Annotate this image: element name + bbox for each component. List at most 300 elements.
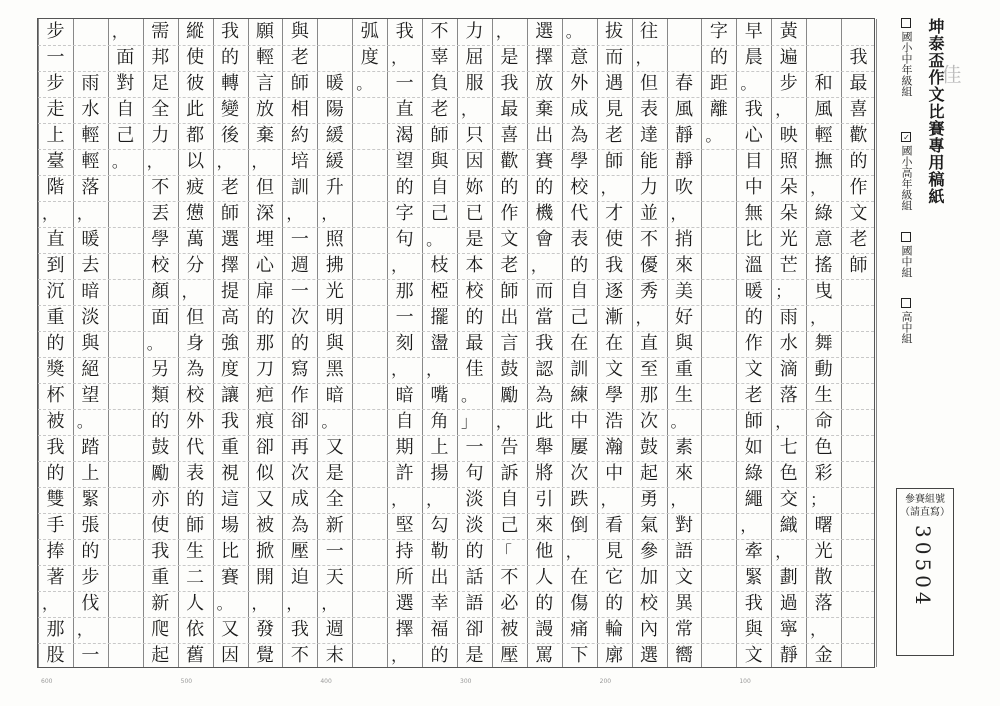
grid-cell: 自 [500,489,519,510]
grid-cell: 又 [255,489,274,510]
grid-cell: 拂 [325,255,344,276]
grid-cell: ， [670,204,687,223]
grid-cell: 放 [535,73,554,94]
grid-cell: 卻 [465,619,484,640]
grid-cell: 最 [500,99,519,120]
grid-cell: 的 [46,463,65,484]
grid-cell: 朵 [779,177,798,198]
grid-cell: 覺 [255,645,274,666]
grid-cell: ， [321,204,338,223]
grid-cell: 卻 [255,437,274,458]
grid-cell: 目 [744,151,763,172]
grid-cell: 培 [290,151,309,172]
grid-cell: 喜 [500,125,519,146]
grid-cell: ， [461,100,478,119]
grid-cell: 而 [605,47,624,68]
grid-cell: 的 [500,177,519,198]
grid-cell: 約 [290,125,309,146]
grid-cell: 一 [290,229,309,250]
grid-cell: 寫 [290,359,309,380]
grid-cell: 」 [461,412,478,431]
grid-cell: 為 [570,125,589,146]
grid-cell: 週 [325,619,344,640]
grid-cell: 起 [640,463,659,484]
grid-cell: 映 [779,125,798,146]
grid-cell: 角 [430,411,449,432]
grid-cell: 被 [255,515,274,536]
grid-cell: 文 [500,229,519,250]
grid-cell: 開 [255,567,274,588]
grid-cell [806,45,841,71]
grid-cell: 緊 [81,489,100,510]
grid-cell: 中 [570,411,589,432]
grid-cell: ， [391,646,408,665]
grid-cell: 。 [705,126,722,145]
grid-cell: 提 [221,281,240,302]
grid-cell: 依 [186,619,205,640]
grid-cell: 句 [395,229,414,250]
grid-cell: ， [76,620,93,639]
grid-cell: 遇 [605,73,624,94]
grid-cell: 撫 [814,151,833,172]
grid-cell: ， [426,490,443,509]
grid-cell: 學 [570,151,589,172]
grid-cell: 次 [290,307,309,328]
grid-cell: 彩 [814,463,833,484]
grid-cell: ， [775,542,792,561]
grid-cell [73,19,108,45]
grid-cell: 拔 [605,21,624,42]
ruler-label: 100 [739,678,751,685]
grid-cell: 淡 [81,307,100,328]
grid-cell: 福 [430,619,449,640]
grid-cell: 成 [290,489,309,510]
grid-cell: 所 [395,567,414,588]
grid-cell: 我 [744,99,763,120]
text-column [38,19,73,667]
grid-cell: 只 [465,125,484,146]
grid-cell: 我 [744,593,763,614]
grid-cell: ， [775,100,792,119]
grid-cell: 盪 [430,333,449,354]
grid-cell: 伐 [81,593,100,614]
grid-cell: 走 [46,99,65,120]
grid-cell: 表 [186,463,205,484]
grid-cell: 直 [640,333,659,354]
grid-cell: 埋 [255,229,274,250]
grid-cell: 「 [495,542,512,561]
grid-cell: 的 [186,489,205,510]
grid-cell: 達 [640,125,659,146]
grid-cell: 再 [290,437,309,458]
text-column [143,19,178,667]
grid-cell: 跌 [570,489,589,510]
grid-cell: 勵 [151,463,170,484]
grid-cell: 淡 [465,515,484,536]
grid-cell: ， [495,22,512,41]
grid-cell: 我 [290,619,309,640]
grid-cell: 暗 [395,385,414,406]
grid-cell: 輕 [81,151,100,172]
grid-cell: 椏 [430,281,449,302]
grid-cell: 曙 [814,515,833,536]
grid-cell: 壓 [500,645,519,666]
grid-cell: 常 [674,619,693,640]
grid-cell: 轉 [221,73,240,94]
grid-cell: 曳 [814,281,833,302]
grid-cell: 綠 [744,463,763,484]
grid-cell: 認 [535,359,554,380]
grid-cell: 自 [395,411,414,432]
grid-cell: 揚 [430,463,449,484]
text-column [806,19,841,667]
grid-cell: 漸 [605,307,624,328]
grid-cell: 足 [151,73,170,94]
text-column [282,19,317,667]
grid-cell: 明 [325,307,344,328]
grid-cell: 校 [186,385,205,406]
grid-cell: 來 [535,515,554,536]
grid-cell: 學 [605,385,624,406]
grid-cell: 到 [46,255,65,276]
grid-cell: 不 [500,567,519,588]
grid-cell: 捧 [46,541,65,562]
grid-cell: 靜 [674,151,693,172]
grid-cell: 一 [81,645,100,666]
grid-cell: 過 [779,593,798,614]
grid-cell [806,19,841,45]
grid-cell: ， [810,178,827,197]
grid-cell: 與 [290,21,309,42]
grid-cell: ， [146,152,163,171]
grid-cell: 分 [186,255,205,276]
grid-cell: 文 [744,645,763,666]
grid-cell: 它 [605,567,624,588]
grid-cell: 練 [570,385,589,406]
grid-cell: 那 [640,385,659,406]
grid-cell: 照 [779,151,798,172]
grid-cell: 出 [535,125,554,146]
grid-cell: 光 [814,541,833,562]
grid-cell: 不 [640,229,659,250]
grid-cell: ， [495,412,512,431]
grid-cell: 重 [46,307,65,328]
option-primary-upper: ✓國小高年級組 [900,133,913,211]
grid-cell: 表 [570,229,589,250]
ruler-label: 500 [180,678,193,685]
grid-cell: 異 [674,593,693,614]
grid-cell: 謾 [535,619,554,640]
grid-cell: 外 [570,73,589,94]
grid-cell: 歡 [849,125,868,146]
grid-cell: 的 [430,645,449,666]
grid-cell: 。 [76,412,93,431]
grid-cell: 緩 [325,125,344,146]
grid-cell: 本 [465,255,484,276]
grid-cell: 寧 [779,619,798,640]
text-column [701,19,736,667]
grid-cell: 全 [325,489,344,510]
grid-cell: 賽 [221,567,240,588]
grid-cell: 春 [674,73,693,94]
text-column [841,19,876,667]
grade-stamp: 佳 [938,64,962,84]
grid-cell: 掀 [255,541,274,562]
grid-cell: 散 [814,567,833,588]
grid-cell: 外 [186,411,205,432]
grid-cell: 引 [535,489,554,510]
grid-cell: 都 [186,125,205,146]
grid-cell: 黑 [325,359,344,380]
grid-cell: ， [775,412,792,431]
grid-cell: ， [530,256,547,275]
grid-cell: 力 [151,125,170,146]
grid-cell: 往 [640,21,659,42]
grid-cell: 堅 [395,515,414,536]
grid-cell: 持 [395,541,414,562]
grid-cell: 卻 [290,411,309,432]
grid-cell: 度 [360,47,379,68]
grid-cell: ， [635,48,652,67]
grid-cell: 字 [709,21,728,42]
grid-cell: 深 [255,203,274,224]
grid-cell: 暗 [325,385,344,406]
grid-cell: 以 [186,151,205,172]
text-column [178,19,213,667]
grid-cell [841,19,876,45]
grid-cell: 的 [535,593,554,614]
grid-cell: 擺 [430,307,449,328]
grid-cell: 強 [221,333,240,354]
grid-cell: 作 [500,203,519,224]
grid-cell: ， [391,48,408,67]
grid-cell: 一 [395,307,414,328]
grid-cell: 一 [465,437,484,458]
grid-cell: 喜 [849,99,868,120]
grid-cell: 的 [535,177,554,198]
grid-cell: 機 [535,203,554,224]
grid-cell: 已 [465,203,484,224]
grid-cell: 人 [535,567,554,588]
grid-cell: 雙 [46,489,65,510]
grid-cell: 動 [814,359,833,380]
grid-cell: 距 [709,73,728,94]
grid-cell: 上 [81,463,100,484]
grid-cell: 此 [186,99,205,120]
grid-cell: 佳 [465,359,484,380]
grid-cell: 為 [290,515,309,536]
grid-cell [317,45,352,71]
grid-cell: 靜 [674,125,693,146]
grid-cell: 但 [640,73,659,94]
grid-cell: 辜 [430,47,449,68]
grid-cell: 擇 [395,619,414,640]
grid-cell: 風 [674,99,693,120]
grid-cell: 邦 [151,47,170,68]
grid-cell: 舊 [186,645,205,666]
grid-cell: 落 [814,593,833,614]
grid-cell: 嚮 [674,645,693,666]
grid-cell: 舉 [535,437,554,458]
grid-cell: 的 [151,411,170,432]
grid-cell: 勒 [430,541,449,562]
grid-cell: 變 [221,99,240,120]
grid-cell: 嘴 [430,385,449,406]
grid-cell: 我 [151,541,170,562]
grid-cell: ， [810,620,827,639]
grid-cell: 語 [674,541,693,562]
grid-cell: 己 [500,515,519,536]
grid-cell: 。 [740,74,757,93]
grid-cell: ， [635,308,652,327]
grid-cell [317,19,352,45]
grid-cell: 黃 [779,21,798,42]
grid-cell: 力 [640,177,659,198]
grid-cell: 氣 [640,515,659,536]
grid-cell: 師 [605,151,624,172]
grid-cell: 勇 [640,489,659,510]
grid-cell: 加 [640,567,659,588]
grid-cell: 師 [221,203,240,224]
grid-cell: 靜 [779,645,798,666]
grid-cell: 週 [290,255,309,276]
grid-cell: 離 [709,99,728,120]
grid-cell: 最 [465,333,484,354]
grid-cell: 擇 [221,255,240,276]
grid-cell: 暖 [325,73,344,94]
grid-cell: 使 [151,515,170,536]
grid-cell: 升 [325,177,344,198]
grid-cell: 出 [500,307,519,328]
grid-cell: 疲 [186,177,205,198]
grid-cell: ， [391,490,408,509]
grid-cell: 訓 [570,359,589,380]
grid-cell: 亦 [151,489,170,510]
grid-cell: 是 [500,47,519,68]
grid-cell: 的 [255,307,274,328]
checkbox-icon [901,298,911,308]
grid-cell: 中 [744,177,763,198]
entry-id-label: 參賽組號（請直寫） [900,494,950,518]
grid-cell: 渴 [395,125,414,146]
grid-cell: 內 [640,619,659,640]
ruler-label: 300 [460,678,472,685]
grid-cell: 疤 [255,385,274,406]
grid-cell: 被 [46,411,65,432]
grid-cell: 中 [605,463,624,484]
grid-cell: 妳 [465,177,484,198]
grid-cell: 後 [221,125,240,146]
grid-cell: 刻 [395,333,414,354]
grid-cell: 的 [81,541,100,562]
grid-cell: 朵 [779,203,798,224]
grid-cell: ； [775,282,792,301]
grid-cell: 我 [849,47,868,68]
grid-cell: 類 [151,385,170,406]
grid-cell: 的 [465,541,484,562]
grid-cell: 綠 [814,203,833,224]
grid-cell: 語 [465,593,484,614]
grid-cell: 照 [325,229,344,250]
grid-cell: 這 [221,489,240,510]
grid-cell: 與 [430,151,449,172]
grid-cell: 文 [674,567,693,588]
grid-cell: 場 [221,515,240,536]
grid-cell: 的 [744,307,763,328]
grid-cell: 雨 [779,307,798,328]
grid-cell: 的 [465,307,484,328]
grid-cell: 賽 [535,151,554,172]
grid-cell: 擇 [535,47,554,68]
grid-cell: 願 [255,21,274,42]
grid-cell: 不 [151,177,170,198]
grid-cell: 。 [321,412,338,431]
grid-cell: 的 [709,47,728,68]
text-column [771,19,806,667]
grid-cell: 張 [81,515,100,536]
grid-cell: 作 [744,333,763,354]
grid-cell: 與 [81,333,100,354]
grid-cell: 一 [46,47,65,68]
grid-cell: 那 [46,619,65,640]
grid-cell: 句 [465,463,484,484]
grid-cell: 屢 [570,437,589,458]
grid-cell: 心 [255,255,274,276]
grid-cell: 意 [814,229,833,250]
grid-cell: 老 [430,99,449,120]
grid-cell: 負 [430,73,449,94]
entry-id-box [896,488,954,656]
grid-cell: 與 [674,333,693,354]
grid-cell: ， [286,204,303,223]
grid-cell: 在 [570,333,589,354]
grid-cell: 爬 [151,619,170,640]
checked-box-icon: ✓ [902,133,911,142]
grid-cell: 淡 [465,489,484,510]
grid-cell: 。 [461,386,478,405]
grid-cell: 那 [255,333,274,354]
sheet-title: 坤泰盃作文比賽專用稿紙 [926,18,945,205]
grid-cell: 次 [290,463,309,484]
grid-cell: 臺 [46,151,65,172]
grid-cell [73,45,108,71]
grid-cell: 許 [395,463,414,484]
grid-cell: 倒 [570,515,589,536]
grid-cell: 輕 [81,125,100,146]
grid-cell: 沉 [46,281,65,302]
grid-cell: 風 [814,99,833,120]
grid-cell: 獎 [46,359,65,380]
grid-cell: 自 [570,281,589,302]
grid-cell: 迫 [290,567,309,588]
manuscript-grid [37,18,875,668]
grid-cell: 。 [111,152,128,171]
grid-cell: 度 [221,359,240,380]
grid-cell: 老 [221,177,240,198]
grid-cell: 選 [640,645,659,666]
grid-cell: 參 [640,541,659,562]
grid-cell: ， [251,152,268,171]
grid-cell: 素 [674,437,693,458]
grid-cell: 才 [605,203,624,224]
text-column [213,19,248,667]
grid-cell: 放 [255,99,274,120]
grid-cell: 一 [290,281,309,302]
grid-cell: 為 [535,385,554,406]
grid-cell: 吹 [674,177,693,198]
grid-cell: 弧 [360,21,379,42]
grid-cell: 水 [779,333,798,354]
